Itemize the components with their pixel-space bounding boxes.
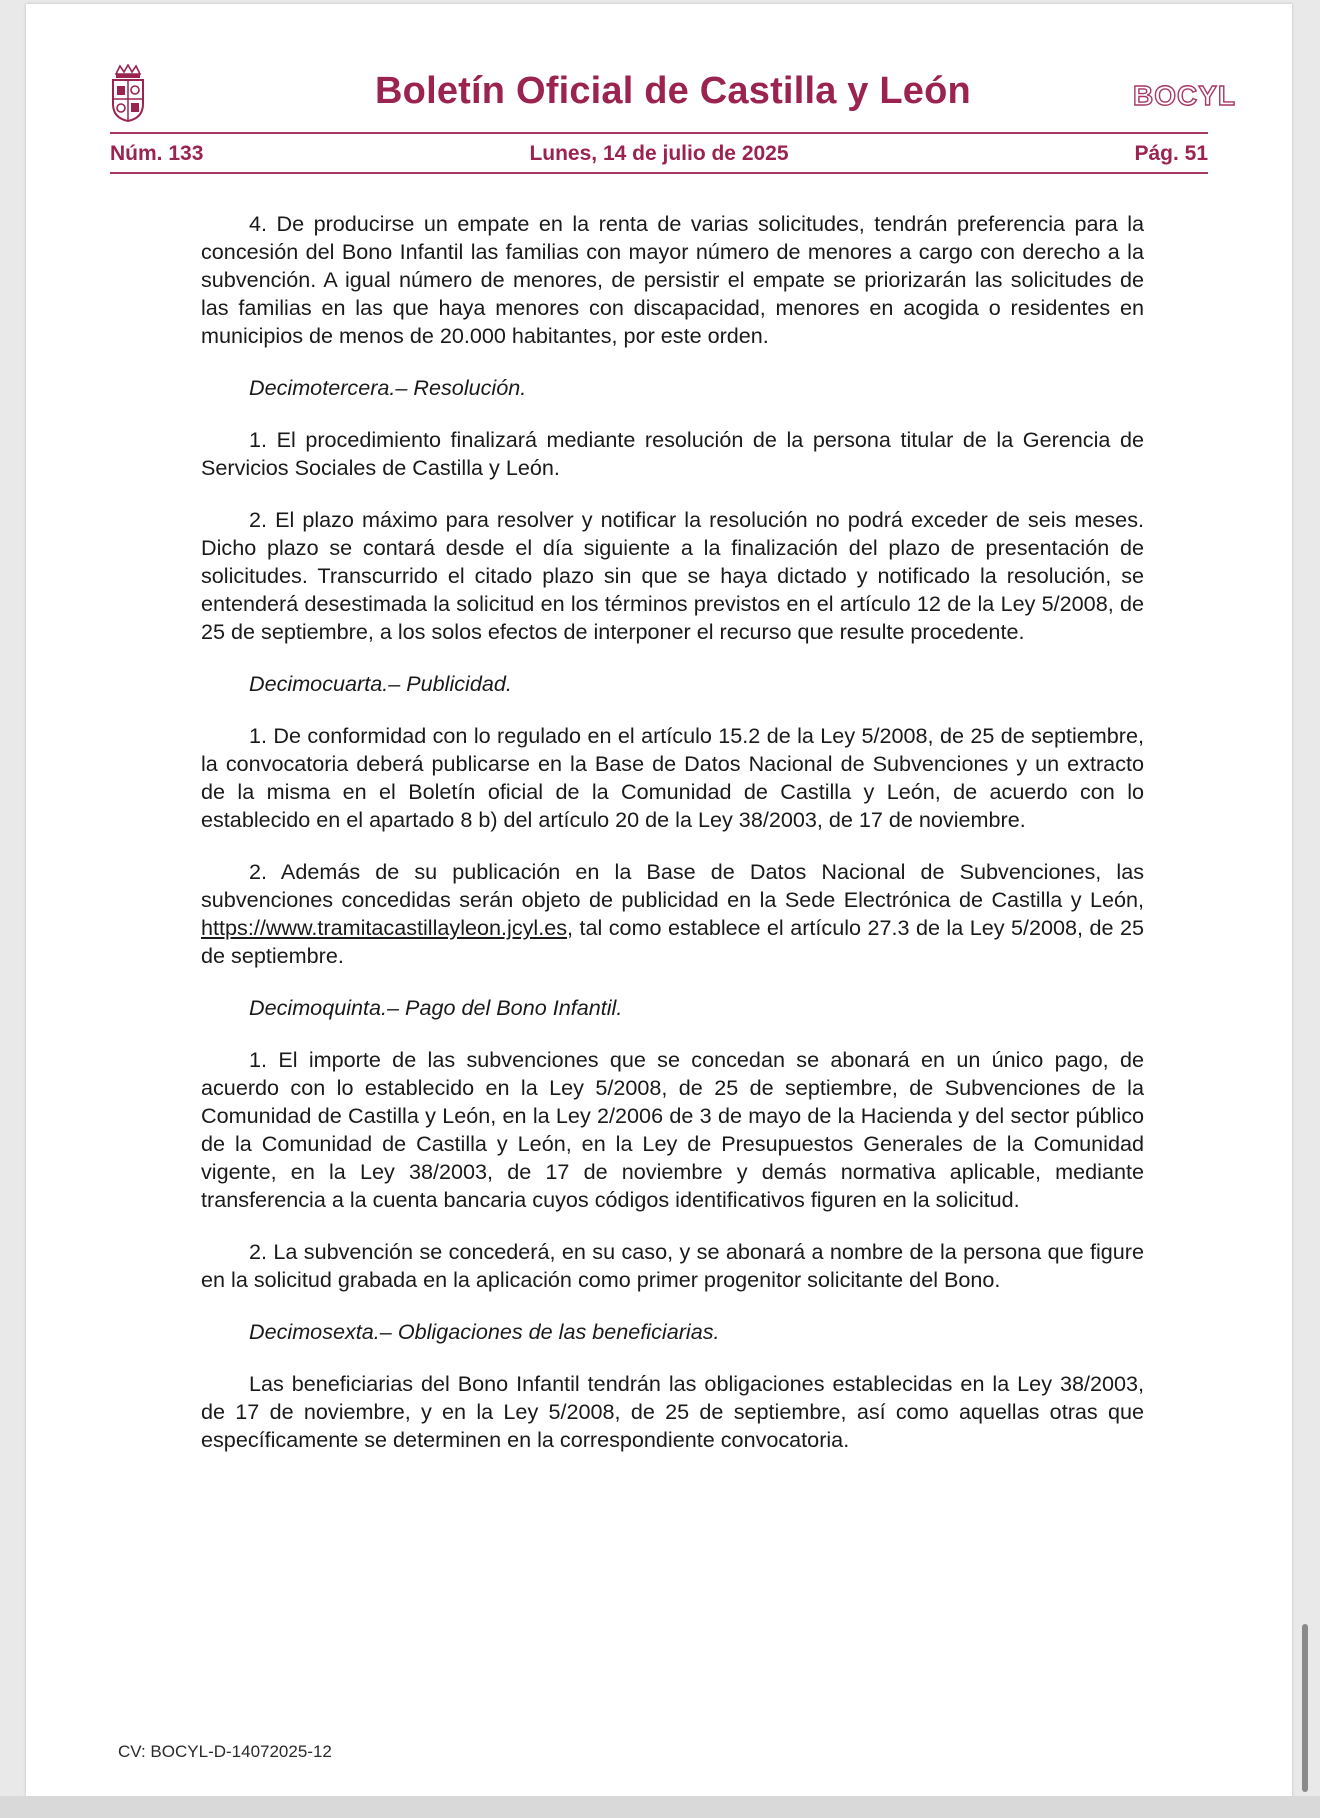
paragraph-obligations: Las beneficiarias del Bono Infantil tendrán las obligaciones establecidas en la Ley 38/2003, de 17 de noviembre, y en la Ley 5/2008, de 25 de septiembre, así como aquellas otras que específicamente se determinen en la correspondiente convocatoria. [201,1371,1144,1452]
viewer-bottom-edge [0,1796,1320,1818]
vertical-scrollbar[interactable] [1302,1624,1308,1792]
section-heading-decimosexta: Decimosexta.– Obligaciones de las beneficiarias. [249,1319,720,1344]
section-heading-decimotercera: Decimotercera.– Resolución. [249,375,527,400]
issue-number: Núm. 133 [110,142,204,165]
header-top-rule [110,132,1208,134]
publicity-2-text-after: , tal como establece el artículo 27.3 de la Ley 5/2008, de 25 de septiembre. [201,915,1144,968]
paragraph-resolution-2: 2. El plazo máximo para resolver y notificar la resolución no podrá exceder de seis meses. Dicho plazo se contará desde el día siguiente a la finalización del plazo de presentación de solicitudes. Transcurrido el citado plazo sin que se haya dictado y notificado la resolución, se entenderá desestimada la solicitud en los términos previstos en el artículo 12 de la Ley 5/2008, de 25 de septiembre, a los solos efectos de interponer el recurso que resulte procedente. [201,507,1144,644]
document-page [26,4,1292,1796]
cv-code: CV: BOCYL-D-14072025-12 [118,1742,332,1761]
issue-meta-row [110,140,1208,170]
paragraph-publicity-2 [201,858,1144,970]
document-body [201,210,1144,1478]
paragraph-payment-2: 2. La subvención se concederá, en su caso, y se abonará a nombre de la persona que figure en la solicitud grabada en la aplicación como primer progenitor solicitante del Bono. [201,1239,1144,1292]
section-heading-decimoquinta: Decimoquinta.– Pago del Bono Infantil. [249,995,623,1020]
sede-electronica-link[interactable]: https://www.tramitacastillayleon.jcyl.es [201,915,568,940]
header-bottom-rule [110,172,1208,174]
bocyl-logo: BOCYL [1133,80,1236,111]
paragraph-publicity-1: 1. De conformidad con lo regulado en el artículo 15.2 de la Ley 5/2008, de 25 de septiembre, la convocatoria deberá publicarse en la Base de Datos Nacional de Subvenciones y un extracto de la misma en el Boletín oficial de la Comunidad de Castilla y León, de acuerdo con lo establecido en el apartado 8 b) del artículo 20 de la Ley 38/2003, de 17 de noviembre. [201,723,1144,832]
paragraph-tie-breaker: 4. De producirse un empate en la renta de varias solicitudes, tendrán preferencia para la concesión del Bono Infantil las familias con mayor número de menores a cargo con derecho a la subvención. A igual número de menores, de persistir el empate se priorizarán las solicitudes de las familias en las que haya menores con discapacidad, menores en acogida o residentes en municipios de menos de 20.000 habitantes, por este orden. [201,211,1144,348]
page-header [110,56,1236,138]
page-number: Pág. 51 [1134,142,1208,165]
publicity-2-text-before: 2. Además de su publicación en la Base de Datos Nacional de Subvenciones, las subvenciones concedidas serán objeto de publicidad en la Sede Electrónica de Castilla y León, [201,859,1144,912]
paragraph-payment-1: 1. El importe de las subvenciones que se concedan se abonará en un único pago, de acuerdo con lo establecido en la Ley 5/2008, de 25 de septiembre, de Subvenciones de la Comunidad de Castilla y León, en la Ley 2/2006 de 3 de mayo de la Hacienda y del sector público de la Comunidad de Castilla y León, en la Ley de Presupuestos Generales de la Comunidad vigente, en la Ley 38/2003, de 17 de noviembre y demás normativa aplicable, mediante transferencia a la cuenta bancaria cuyos códigos identificativos figuren en la solicitud. [201,1047,1144,1212]
section-heading-decimocuarta: Decimocuarta.– Publicidad. [249,671,512,696]
journal-title: Boletín Oficial de Castilla y León [375,70,971,112]
issue-date: Lunes, 14 de julio de 2025 [529,142,789,165]
paragraph-resolution-1: 1. El procedimiento finalizará mediante resolución de la persona titular de la Gerencia de Servicios Sociales de Castilla y León. [201,427,1144,480]
